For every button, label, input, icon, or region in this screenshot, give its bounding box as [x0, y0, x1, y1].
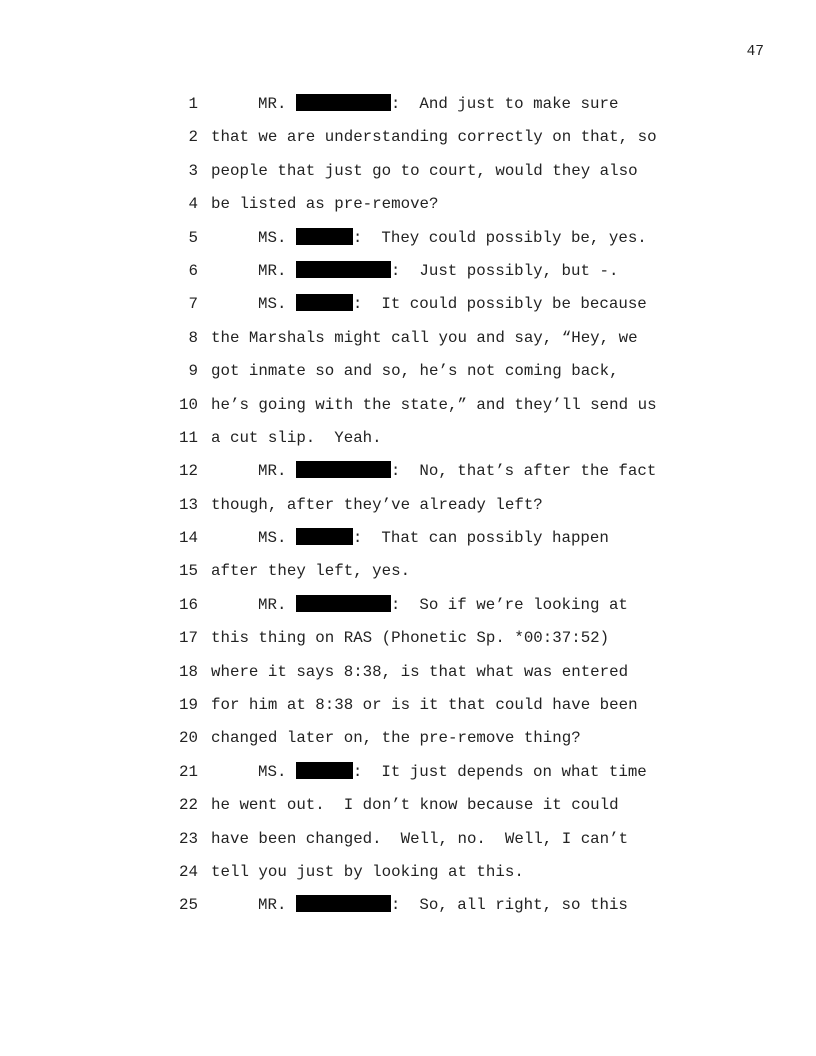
- redacted-speaker-name: [296, 528, 353, 545]
- redacted-speaker-name: [296, 461, 391, 478]
- line-number: 10: [179, 395, 198, 414]
- redacted-speaker-name: [296, 595, 391, 612]
- speaker-title: MS.: [258, 228, 296, 247]
- line-text: he went out. I don’t know because it could: [211, 796, 619, 815]
- transcript-line: [0, 662, 816, 695]
- transcript-line: [0, 895, 816, 928]
- transcript-line: [0, 428, 816, 461]
- line-number: 12: [179, 462, 198, 481]
- line-text: be listed as pre-remove?: [211, 195, 439, 214]
- line-text: he’s going with the state,” and they’ll send us: [211, 395, 657, 414]
- transcript-line: [0, 495, 816, 528]
- redacted-speaker-name: [296, 261, 391, 278]
- page-number: 47: [746, 44, 764, 60]
- line-text: where it says 8:38, is that what was entered: [211, 662, 629, 681]
- line-number: 24: [179, 862, 198, 881]
- speech-text: : So, all right, so this: [390, 896, 628, 915]
- speaker-title: MS.: [258, 529, 296, 548]
- redacted-speaker-name: [296, 895, 391, 912]
- speaker-line: [258, 762, 647, 782]
- redacted-speaker-name: [296, 762, 353, 779]
- line-number: 25: [179, 896, 198, 915]
- speaker-title: MR.: [258, 462, 296, 481]
- transcript-line: [0, 728, 816, 761]
- line-text: changed later on, the pre-remove thing?: [211, 729, 581, 748]
- redacted-speaker-name: [296, 94, 391, 111]
- line-text: this thing on RAS (Phonetic Sp. *00:37:52): [211, 629, 610, 648]
- line-text: though, after they’ve already left?: [211, 495, 543, 514]
- line-number: 14: [179, 529, 198, 548]
- transcript-line: [0, 127, 816, 160]
- transcript-line: [0, 829, 816, 862]
- transcript-line: [0, 595, 816, 628]
- line-number: 17: [179, 629, 198, 648]
- speech-text: : It just depends on what time: [352, 762, 647, 781]
- speaker-line: [258, 228, 647, 248]
- speech-text: : And just to make sure: [390, 95, 619, 113]
- line-text: after they left, yes.: [211, 562, 411, 581]
- speaker-title: MR.: [258, 261, 296, 280]
- line-number: 18: [179, 662, 198, 681]
- transcript-line: [0, 695, 816, 728]
- speech-text: : So if we’re looking at: [390, 595, 628, 614]
- speaker-line: [258, 261, 618, 281]
- transcript-line: [0, 762, 816, 795]
- line-text: that we are understanding correctly on that, so: [211, 128, 657, 147]
- redacted-speaker-name: [296, 294, 353, 311]
- line-number: 4: [188, 195, 198, 214]
- speech-text: : They could possibly be, yes.: [352, 228, 647, 247]
- transcript-line: [0, 395, 816, 428]
- transcript-line: [0, 361, 816, 394]
- transcript-line: [0, 261, 816, 294]
- line-number: 19: [179, 696, 198, 715]
- speaker-line: [258, 895, 628, 915]
- line-number: 16: [179, 595, 198, 614]
- transcript-body: [0, 94, 816, 929]
- speech-text: : No, that’s after the fact: [390, 462, 657, 481]
- transcript-line: [0, 161, 816, 194]
- transcript-line: [0, 194, 816, 227]
- speech-text: : That can possibly happen: [352, 529, 609, 548]
- transcript-line: [0, 795, 816, 828]
- line-text: got inmate so and so, he’s not coming back,: [211, 362, 619, 381]
- line-number: 15: [179, 562, 198, 581]
- line-number: 1: [188, 95, 198, 113]
- transcript-line: [0, 228, 816, 261]
- speaker-line: [258, 528, 609, 548]
- line-number: 21: [179, 762, 198, 781]
- line-text: have been changed. Well, no. Well, I can’t: [211, 829, 629, 848]
- line-number: 9: [188, 362, 198, 381]
- speaker-line: [258, 94, 618, 114]
- speech-text: : Just possibly, but -.: [390, 261, 619, 280]
- line-number: 6: [188, 261, 198, 280]
- line-number: 22: [179, 796, 198, 815]
- line-number: 20: [179, 729, 198, 748]
- speaker-title: MR.: [258, 896, 296, 915]
- transcript-line: [0, 561, 816, 594]
- transcript-line: [0, 294, 816, 327]
- transcript-line: [0, 528, 816, 561]
- line-text: a cut slip. Yeah.: [211, 428, 382, 447]
- speaker-line: [258, 595, 628, 615]
- speech-text: : It could possibly be because: [352, 295, 647, 314]
- transcript-line: [0, 862, 816, 895]
- line-number: 5: [188, 228, 198, 247]
- line-number: 2: [188, 128, 198, 147]
- speaker-title: MS.: [258, 762, 296, 781]
- line-number: 7: [188, 295, 198, 314]
- speaker-title: MR.: [258, 95, 296, 113]
- line-number: 8: [188, 328, 198, 347]
- line-number: 11: [179, 428, 198, 447]
- line-number: 23: [179, 829, 198, 848]
- speaker-line: [258, 461, 656, 481]
- transcript-line: [0, 94, 816, 127]
- line-text: people that just go to court, would they also: [211, 161, 638, 180]
- transcript-line: [0, 328, 816, 361]
- speaker-title: MR.: [258, 595, 296, 614]
- line-number: 3: [188, 161, 198, 180]
- line-text: tell you just by looking at this.: [211, 862, 524, 881]
- line-text: the Marshals might call you and say, “Hey, we: [211, 328, 638, 347]
- redacted-speaker-name: [296, 228, 353, 245]
- transcript-line: [0, 628, 816, 661]
- speaker-line: [258, 294, 647, 314]
- transcript-line: [0, 461, 816, 494]
- line-number: 13: [179, 495, 198, 514]
- speaker-title: MS.: [258, 295, 296, 314]
- line-text: for him at 8:38 or is it that could have been: [211, 696, 638, 715]
